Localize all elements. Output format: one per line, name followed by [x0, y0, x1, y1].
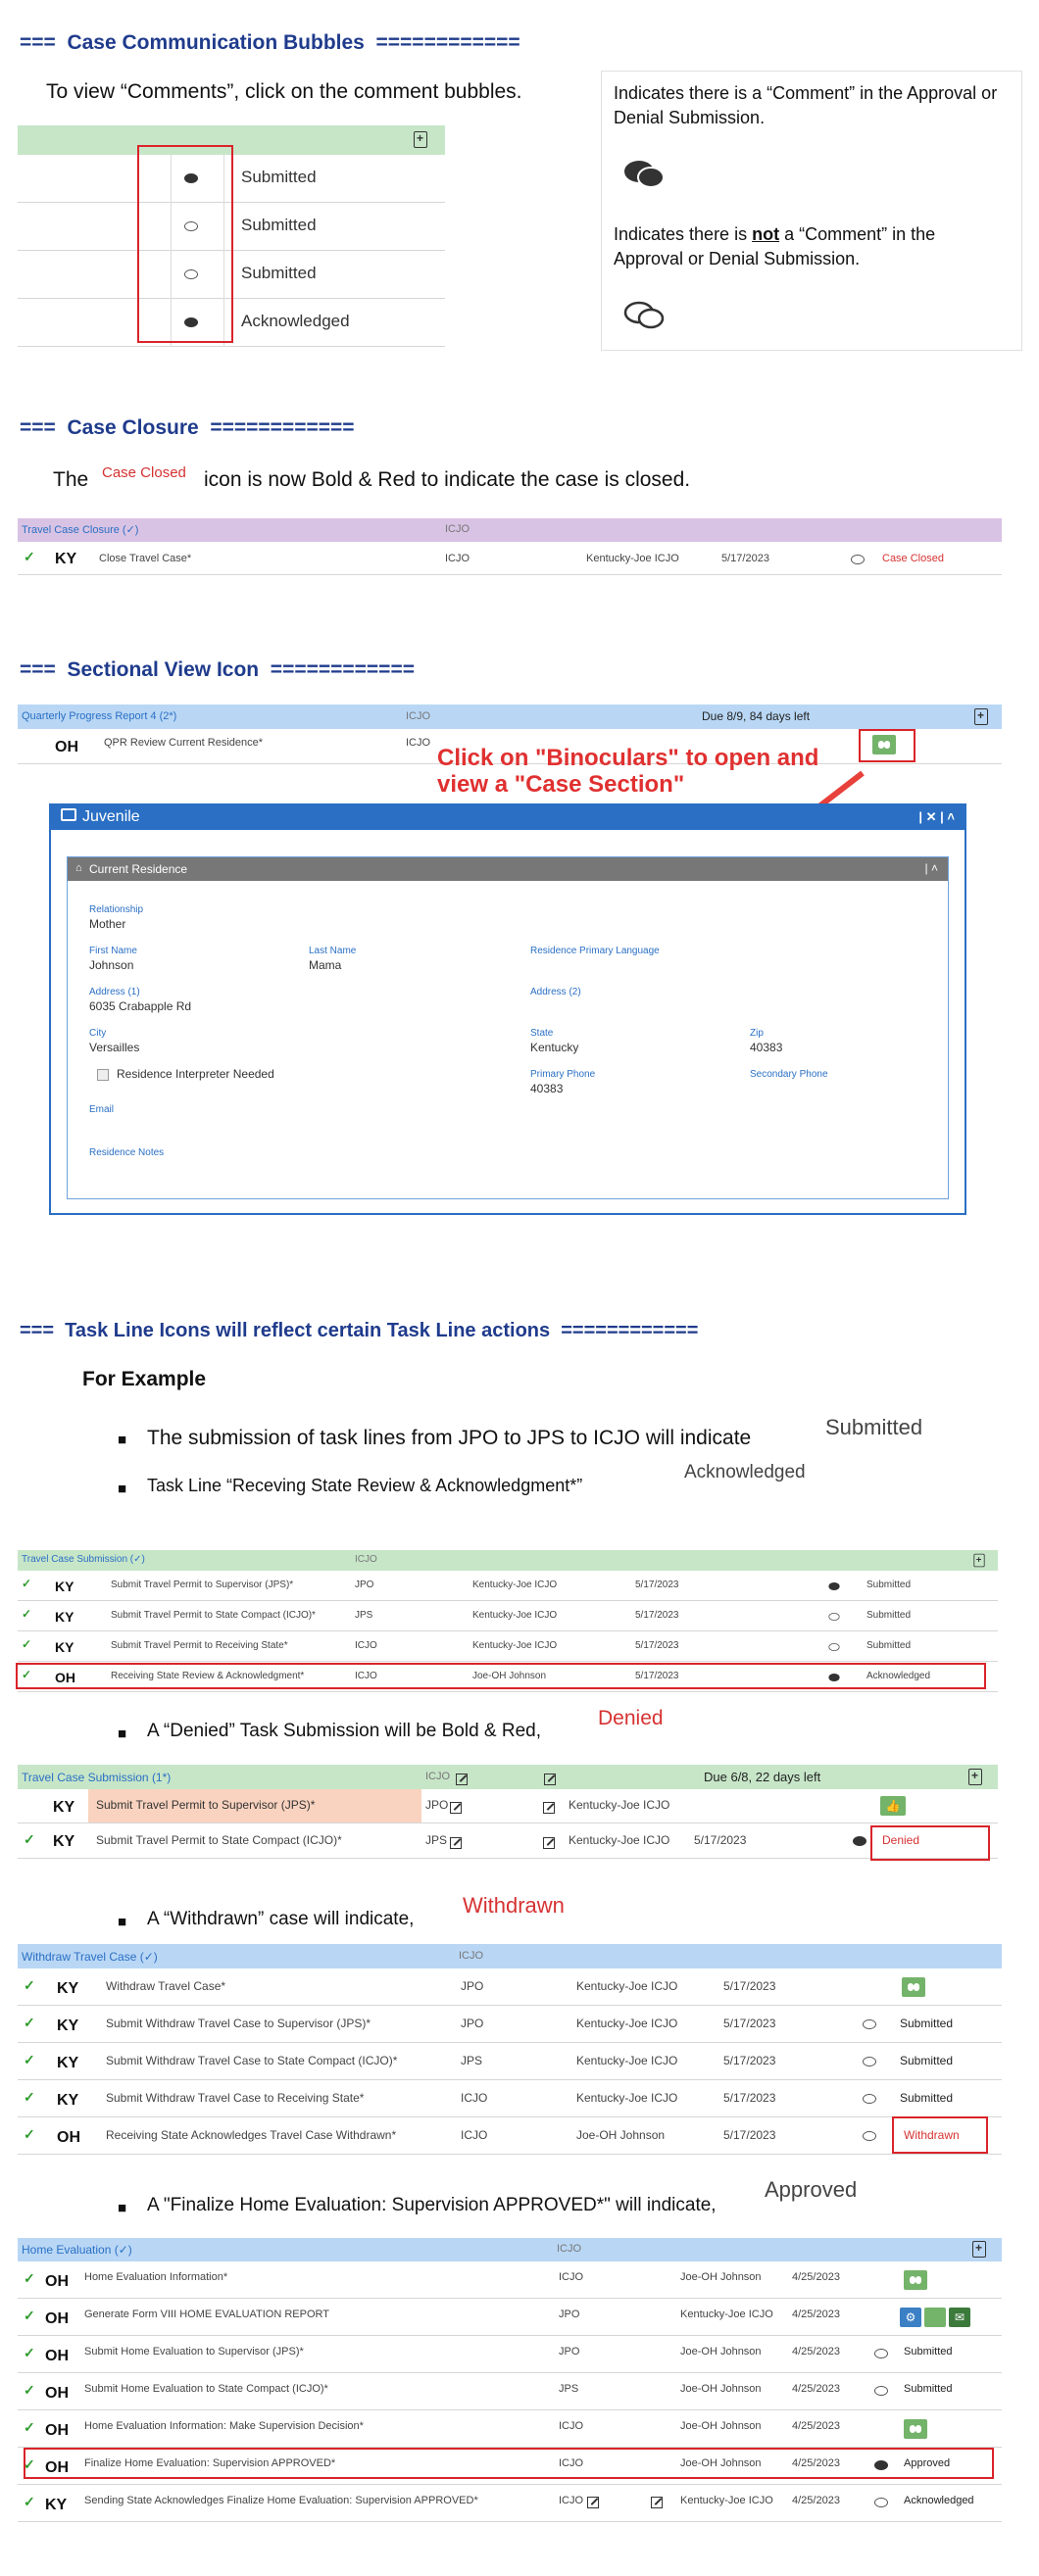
t1-icjo: ICJO [355, 1554, 377, 1565]
row-task[interactable]: Submit Travel Permit to Receiving State* [111, 1640, 288, 1651]
closure-text-before: The [53, 468, 89, 491]
row-task[interactable]: Receiving State Acknowledges Travel Case Withdrawn* [106, 2128, 397, 2142]
row-role: JPS [425, 1833, 448, 1847]
closure-state: KY [55, 551, 77, 567]
phone-value: 40383 [530, 1082, 564, 1095]
withdrawn-stamp: Withdrawn [463, 1893, 565, 1918]
legend-empty-not: not [752, 224, 780, 244]
table-row: ✓ OH Submit Home Evaluation to State Compact (ICJO)* JPS Joe-OH Johnson 4/25/2023 Submitted [18, 2373, 1002, 2410]
phone2-label: Secondary Phone [750, 1069, 828, 1080]
t4-title[interactable]: Home Evaluation (✓) [22, 2243, 132, 2257]
table-row: ✓ KY Submit Travel Permit to State Compact (ICJO)* JPS Kentucky-Joe ICJO 5/17/2023 Submitted [18, 1601, 998, 1631]
closure-task[interactable]: Close Travel Case* [99, 553, 192, 564]
row-task[interactable]: Generate Form VIII HOME EVALUATION REPORT [84, 2309, 330, 2320]
t3-header [18, 1944, 1002, 1968]
row-officer: Joe-OH Johnson [680, 2346, 762, 2357]
table-row: ✓ OH Submit Home Evaluation to Supervisor (JPS)* JPO Joe-OH Johnson 4/25/2023 Submitted [18, 2336, 1002, 2373]
t1-header [18, 1550, 998, 1571]
closure-status: Case Closed [882, 553, 944, 564]
row-status: Submitted [904, 2383, 953, 2395]
edit-icon[interactable] [450, 1837, 462, 1849]
section-heading-closure: === Case Closure ============ [20, 416, 355, 439]
highlight-box [24, 2448, 994, 2479]
t1-title[interactable]: Travel Case Submission (✓) [22, 1554, 145, 1565]
table-row: ✓ OH Receiving State Review & Acknowledgment* ICJO Joe-OH Johnson 5/17/2023 Acknowledged [18, 1662, 998, 1692]
row-status: Denied [882, 1833, 920, 1847]
comment-empty-icon[interactable] [863, 2131, 876, 2141]
row-role: ICJO [559, 2420, 584, 2432]
row-task[interactable]: Submit Travel Permit to Supervisor (JPS)* [111, 1580, 294, 1590]
row-task[interactable]: Submit Travel Permit to Supervisor (JPS)* [96, 1798, 316, 1812]
closure-icjo: ICJO [445, 523, 470, 535]
row-state: OH [45, 2385, 69, 2402]
phone-label: Primary Phone [530, 1069, 596, 1080]
zip-value: 40383 [750, 1041, 783, 1054]
table-row: ✓ KY Withdraw Travel Case* JPO Kentucky-Joe ICJO 5/17/2023 [18, 1968, 1002, 2006]
add-document-icon[interactable] [973, 1554, 984, 1568]
row-date: 4/25/2023 [792, 2309, 840, 2320]
closure-table-header [18, 518, 1002, 542]
qpr-task[interactable]: QPR Review Current Residence* [104, 737, 264, 749]
row-role: JPO [559, 2346, 580, 2357]
highlight-box [892, 2116, 988, 2154]
inner-controls[interactable]: | ˄ [924, 861, 938, 875]
add-document-icon[interactable] [974, 708, 988, 725]
bubbles-legend [601, 71, 1022, 351]
row-officer: Kentucky-Joe ICJO [576, 1979, 678, 1993]
row-officer: Kentucky-Joe ICJO [569, 1798, 670, 1812]
bullet-icon: ■ [118, 2200, 127, 2216]
row-officer: Joe-OH Johnson [680, 2420, 762, 2432]
bullet-icon: ■ [118, 1481, 127, 1497]
add-document-icon[interactable] [414, 131, 427, 148]
row-date: 5/17/2023 [723, 2128, 776, 2142]
row-date: 5/17/2023 [694, 1833, 747, 1847]
row-officer: Kentucky-Joe ICJO [576, 2054, 678, 2067]
comment-empty-icon[interactable] [863, 2057, 876, 2066]
notes-label: Residence Notes [89, 1147, 165, 1158]
row-date: 4/25/2023 [792, 2457, 840, 2469]
row-task[interactable]: Finalize Home Evaluation: Supervision APPROVED* [84, 2457, 336, 2469]
row-status: Submitted [866, 1580, 912, 1590]
home-icon: ⌂ [75, 862, 82, 874]
table-row: ✓ KY Submit Withdraw Travel Case to State Compact (ICJO)* JPS Kentucky-Joe ICJO 5/17/2023 Submitted [18, 2043, 1002, 2080]
row-state: OH [57, 2129, 80, 2146]
email-label: Email [89, 1104, 115, 1115]
row-officer: Joe-OH Johnson [576, 2128, 666, 2142]
submitted-stamp: Submitted [825, 1415, 923, 1439]
zip-label: Zip [750, 1028, 764, 1039]
highlight-box [137, 145, 233, 343]
row-task[interactable]: Sending State Acknowledges Finalize Home Evaluation: Supervision APPROVED* [84, 2495, 478, 2506]
row-role: ICJO [461, 2091, 488, 2105]
row-date: 4/25/2023 [792, 2383, 840, 2395]
state-value: Kentucky [530, 1041, 579, 1054]
interpreter-checkbox[interactable] [97, 1069, 109, 1081]
highlight-box [870, 1825, 990, 1861]
table-row: ✓ KY Submit Travel Permit to State Compact (ICJO)* JPS Kentucky-Joe ICJO 5/17/2023 Denied [18, 1823, 998, 1859]
closure-text-after: icon is now Bold & Red to indicate the case is closed. [204, 468, 691, 491]
legend-empty-before: Indicates there is [614, 224, 753, 244]
table-row: ✓ OH Finalize Home Evaluation: Supervision APPROVED* ICJO Joe-OH Johnson 4/25/2023 Approved [18, 2448, 1002, 2485]
bullet-icon: ■ [118, 1725, 127, 1742]
t2-icjo: ICJO [425, 1771, 451, 1782]
row-state: KY [53, 1799, 75, 1816]
row-task[interactable]: Submit Travel Permit to State Compact (ICJO)* [96, 1833, 342, 1847]
row-state: OH [45, 2310, 69, 2327]
row-officer: Kentucky-Joe ICJO [680, 2495, 773, 2506]
comments-empty-icon [621, 295, 670, 334]
bubbles-intro: To view “Comments”, click on the comment bubbles. [46, 80, 522, 103]
row-officer: Kentucky-Joe ICJO [680, 2309, 773, 2320]
row-role: JPS [461, 2054, 483, 2067]
bullet4-text: A “Withdrawn” case will indicate, [147, 1909, 415, 1929]
address1-label: Address (1) [89, 987, 140, 997]
row-state: KY [55, 1579, 74, 1594]
table-row: ✓ OH Home Evaluation Information: Make Supervision Decision* ICJO Joe-OH Johnson 4/25/2023 [18, 2410, 1002, 2448]
qpr-due: Due 8/9, 84 days left [702, 709, 811, 723]
closure-table-title[interactable]: Travel Case Closure (✓) [22, 524, 139, 536]
row-role: JPO [355, 1580, 374, 1590]
thumbs-up-icon[interactable]: 👍 [880, 1796, 906, 1816]
juvenile-panel-header [51, 805, 965, 830]
row-status: Submitted [904, 2346, 953, 2357]
row-status: Submitted [866, 1610, 912, 1621]
table-row: ✓ OH Generate Form VIII HOME EVALUATION REPORT JPO Kentucky-Joe ICJO 4/25/2023 ⚙ ✉ [18, 2299, 1002, 2336]
juvenile-panel [49, 803, 966, 1215]
comment-empty-icon[interactable] [863, 2094, 876, 2104]
row-state: OH [45, 2348, 69, 2364]
row-state: KY [57, 1980, 79, 1997]
closure-date: 5/17/2023 [721, 553, 769, 564]
row-state: KY [55, 1639, 74, 1655]
qpr-icjo: ICJO [406, 710, 431, 722]
bullet5-text: A "Finalize Home Evaluation: Supervision APPROVED*" will indicate, [147, 2195, 717, 2215]
bubbles-row-status: Submitted [241, 168, 317, 186]
comment-empty-icon[interactable] [828, 1643, 839, 1651]
t2-title[interactable]: Travel Case Submission (1*) [22, 1771, 172, 1784]
row-date: 5/17/2023 [723, 2091, 776, 2105]
legend-filled-text: Indicates there is a “Comment” in the Approval or Denial Submission. [614, 83, 998, 127]
comment-empty-icon[interactable] [863, 2019, 876, 2029]
closure-officer: Kentucky-Joe ICJO [586, 553, 679, 564]
row-state: KY [53, 1833, 75, 1850]
row-date: 4/25/2023 [792, 2420, 840, 2432]
table-row: ✓ KY Submit Travel Permit to Receiving State* ICJO Kentucky-Joe ICJO 5/17/2023 Submitted [18, 1631, 998, 1662]
row-state: OH [45, 2273, 69, 2290]
bullet1-text: The submission of task lines from JPO to JPS to ICJO will indicate [147, 1427, 752, 1449]
row-role: JPS [355, 1610, 373, 1621]
comments-filled-icon [621, 154, 670, 193]
row-status: Submitted [866, 1640, 912, 1651]
t3-title[interactable]: Withdraw Travel Case (✓) [22, 1950, 158, 1964]
row-role: JPO [461, 2017, 484, 2030]
row-officer: Joe-OH Johnson [680, 2271, 762, 2283]
edit-icon[interactable] [450, 1802, 462, 1814]
comment-empty-icon[interactable] [874, 2498, 888, 2507]
current-residence-header [68, 857, 948, 881]
row-task[interactable]: Submit Travel Permit to State Compact (ICJO)* [111, 1610, 316, 1621]
row-status: Acknowledged [904, 2495, 974, 2506]
closure-badge: Case Closed [102, 464, 186, 481]
binoculars-icon[interactable] [904, 2270, 927, 2290]
row-officer: Joe-OH Johnson [680, 2383, 762, 2395]
current-residence-title: Current Residence [89, 862, 188, 876]
last-name-label: Last Name [309, 946, 357, 956]
row-state: KY [45, 2497, 68, 2513]
city-value: Versailles [89, 1041, 140, 1054]
bubbles-row-status: Acknowledged [241, 312, 350, 330]
row-officer: Kentucky-Joe ICJO [472, 1610, 558, 1621]
row-state: OH [45, 2422, 69, 2439]
row-date: 5/17/2023 [635, 1610, 679, 1621]
edit-icon[interactable] [543, 1802, 555, 1814]
t2-header [18, 1765, 998, 1789]
denied-stamp: Denied [598, 1707, 664, 1729]
envelope-icon[interactable]: ✉ [949, 2308, 970, 2327]
row-role: JPS [559, 2383, 579, 2395]
row-role: ICJO [461, 2128, 488, 2142]
legend-empty-after: a “Comment” in the Approval or Denial Submission. [614, 224, 936, 268]
row-state: OH [45, 2459, 69, 2476]
edit-icon[interactable] [651, 2497, 663, 2508]
gear-icon[interactable]: ⚙ [900, 2308, 921, 2327]
edit-icon[interactable] [456, 1774, 468, 1785]
bullet2-text: Task Line “Receving State Review & Acknowledgment*” [147, 1476, 583, 1495]
highlight-box [859, 729, 915, 762]
edit-icon[interactable] [544, 1774, 556, 1785]
bubbles-row-status: Submitted [241, 216, 317, 234]
row-date: 5/17/2023 [635, 1671, 679, 1681]
row-task[interactable]: Submit Withdraw Travel Case to Receiving State* [106, 2091, 365, 2105]
relationship-label: Relationship [89, 904, 144, 915]
bullet3-text: A “Denied” Task Submission will be Bold & Red, [147, 1721, 542, 1741]
binoculars-icon[interactable] [902, 1977, 925, 1997]
approved-stamp: Approved [765, 2177, 858, 2202]
qpr-role: ICJO [406, 737, 431, 749]
row-date: 4/25/2023 [792, 2346, 840, 2357]
t3-icjo: ICJO [459, 1950, 484, 1962]
section-heading-sectional: === Sectional View Icon ============ [20, 658, 415, 681]
row-task[interactable]: Withdraw Travel Case* [106, 1979, 226, 1993]
row-state: KY [57, 2017, 79, 2034]
row-status: Withdrawn [904, 2128, 960, 2142]
row-status: Submitted [900, 2054, 954, 2067]
qpr-table-title[interactable]: Quarterly Progress Report 4 (2*) [22, 710, 177, 722]
row-status: Submitted [900, 2017, 954, 2030]
comment-filled-icon[interactable] [828, 1582, 839, 1590]
row-status: Submitted [900, 2091, 954, 2105]
table-row: ✓ OH Receiving State Acknowledges Travel Case Withdrawn* ICJO Joe-OH Johnson 5/17/2023 Withdrawn [18, 2117, 1002, 2155]
row-state: KY [57, 2055, 79, 2071]
row-role: ICJO [355, 1640, 377, 1651]
row-status: Approved [904, 2457, 951, 2469]
table-row: ✓ KY Sending State Acknowledges Finalize Home Evaluation: Supervision APPROVED* ICJO Kentucky-Joe ICJO 4/25/2023 Acknowledged [18, 2485, 1002, 2522]
row-date: 5/17/2023 [723, 2017, 776, 2030]
row-officer: Joe-OH Johnson [472, 1671, 547, 1681]
closure-row [18, 542, 1002, 575]
last-name-value: Mama [309, 958, 342, 972]
edit-icon[interactable] [543, 1837, 555, 1849]
comment-empty-icon[interactable] [874, 2386, 888, 2396]
row-role: ICJO [559, 2271, 584, 2283]
section-heading-bubbles: === Case Communication Bubbles ============ [20, 31, 520, 54]
row-state: KY [57, 2092, 79, 2109]
row-state: KY [55, 1609, 74, 1625]
t2-due: Due 6/8, 22 days left [704, 1770, 821, 1784]
row-task[interactable]: Receiving State Review & Acknowledgment* [111, 1671, 305, 1681]
row-officer: Joe-OH Johnson [680, 2457, 762, 2469]
row-state: OH [55, 1670, 75, 1685]
row-task[interactable]: Submit Withdraw Travel Case to Supervisor (JPS)* [106, 2017, 371, 2030]
row-date: 4/25/2023 [792, 2495, 840, 2506]
row-officer: Kentucky-Joe ICJO [472, 1580, 558, 1590]
row-task[interactable]: Submit Home Evaluation to State Compact (ICJO)* [84, 2383, 328, 2395]
for-example: For Example [82, 1368, 207, 1390]
row-role: ICJO [559, 2495, 584, 2506]
id-card-icon [61, 808, 76, 821]
row-officer: Kentucky-Joe ICJO [569, 1833, 670, 1847]
row-date: 5/17/2023 [635, 1580, 679, 1590]
row-role: ICJO [355, 1671, 377, 1681]
binoculars-icon[interactable] [904, 2419, 927, 2439]
row-date: 4/25/2023 [792, 2271, 840, 2283]
add-document-icon[interactable] [972, 2241, 986, 2258]
row-date: 5/17/2023 [635, 1640, 679, 1651]
table-row: ✓ KY Submit Withdraw Travel Case to Supervisor (JPS)* JPO Kentucky-Joe ICJO 5/17/2023 Submitted [18, 2006, 1002, 2043]
row-officer: Kentucky-Joe ICJO [576, 2091, 678, 2105]
address2-label: Address (2) [530, 987, 581, 997]
comment-filled-icon[interactable] [853, 1836, 866, 1846]
row-task[interactable]: Submit Withdraw Travel Case to State Compact (ICJO)* [106, 2054, 398, 2067]
language-label: Residence Primary Language [530, 946, 660, 956]
row-role: JPO [461, 1979, 484, 1993]
highlight-box [16, 1663, 986, 1689]
juvenile-panel-title: Juvenile [82, 808, 140, 825]
edit-icon[interactable] [587, 2497, 599, 2508]
check-icon: ✓ [24, 549, 35, 564]
relationship-value: Mother [89, 917, 126, 931]
qpr-state: OH [55, 739, 78, 755]
binoculars-callout: Click on "Binoculars" to open and view a "Case Section" [437, 745, 819, 798]
row-task[interactable]: Home Evaluation Information* [84, 2271, 228, 2283]
panel-controls[interactable]: | ✕ | ˄ [918, 809, 955, 824]
row-role: ICJO [559, 2457, 584, 2469]
comment-empty-icon[interactable] [874, 2349, 888, 2358]
row-officer: Kentucky-Joe ICJO [576, 2017, 678, 2030]
acknowledged-stamp: Acknowledged [684, 1462, 806, 1482]
table-row [18, 1789, 998, 1823]
bullet-icon: ■ [118, 1432, 127, 1448]
t4-icjo: ICJO [557, 2243, 582, 2255]
row-date: 5/17/2023 [723, 2054, 776, 2067]
city-label: City [89, 1028, 107, 1039]
comment-empty-icon[interactable] [851, 555, 865, 564]
row-date: 5/17/2023 [723, 1979, 776, 1993]
interpreter-label: Residence Interpreter Needed [117, 1067, 274, 1081]
row-role: JPO [559, 2309, 580, 2320]
comment-empty-icon[interactable] [828, 1613, 839, 1621]
row-task[interactable]: Home Evaluation Information: Make Supervision Decision* [84, 2420, 364, 2432]
qpr-table-header [18, 705, 1002, 729]
table-row: ✓ KY Submit Travel Permit to Supervisor (JPS)* JPO Kentucky-Joe ICJO 5/17/2023 Submitted [18, 1571, 998, 1601]
legend-empty-text [614, 222, 1006, 271]
t4-header [18, 2238, 1002, 2261]
bullet-icon: ■ [118, 1914, 127, 1930]
current-residence-box [67, 856, 949, 1199]
row-role: JPO [425, 1798, 449, 1812]
add-document-icon[interactable] [968, 1769, 982, 1785]
first-name-label: First Name [89, 946, 137, 956]
file-icon[interactable] [924, 2308, 946, 2327]
section-heading-tasklines: === Task Line Icons will reflect certain Task Line actions ============ [20, 1320, 699, 1341]
first-name-value: Johnson [89, 958, 134, 972]
row-officer: Kentucky-Joe ICJO [472, 1640, 558, 1651]
table-row: ✓ KY Submit Withdraw Travel Case to Receiving State* ICJO Kentucky-Joe ICJO 5/17/2023 Submitted [18, 2080, 1002, 2117]
table-row: ✓ OH Home Evaluation Information* ICJO Joe-OH Johnson 4/25/2023 [18, 2261, 1002, 2299]
row-task[interactable]: Submit Home Evaluation to Supervisor (JPS)* [84, 2346, 304, 2357]
closure-role: ICJO [445, 553, 470, 564]
address1-value: 6035 Crabapple Rd [89, 999, 192, 1013]
row-status: Acknowledged [866, 1671, 931, 1681]
state-label: State [530, 1028, 554, 1039]
bubbles-row-status: Submitted [241, 264, 317, 282]
